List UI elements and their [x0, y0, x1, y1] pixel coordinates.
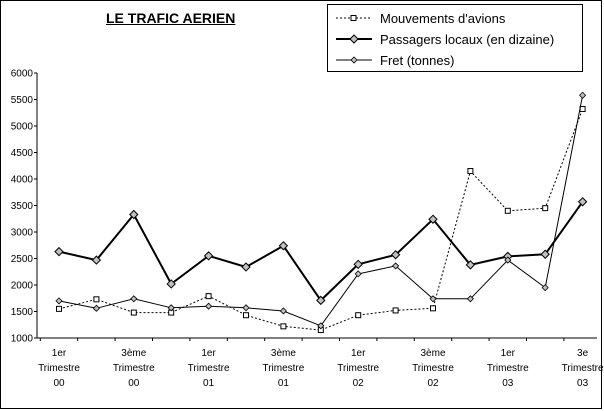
legend-label-fret: Fret (tonnes)	[380, 52, 455, 68]
y-tick-label: 2000	[10, 280, 33, 292]
y-tick-label: 5000	[10, 121, 33, 133]
x-tick-label	[487, 348, 529, 389]
x-tick-label-line: Trimestre	[412, 363, 454, 374]
x-tick-label-line: Trimestre	[38, 363, 80, 374]
y-tick-label: 3000	[10, 227, 33, 239]
point-mouvements-d-avions	[393, 308, 398, 313]
legend-item-fret	[334, 50, 454, 70]
legend	[327, 4, 583, 72]
point-mouvements-d-avions	[580, 107, 585, 112]
point-fret-tonnes	[280, 308, 286, 314]
legend-label-passagers: Passagers locaux (en dizaine)	[380, 31, 555, 47]
legend-label-mouvements: Mouvements d'avions	[380, 10, 506, 26]
x-tick-label-line: Trimestre	[337, 363, 380, 374]
legend-swatch-mouvements	[334, 12, 374, 24]
x-tick-label-line: 03	[577, 378, 589, 389]
x-tick-label	[38, 348, 80, 389]
point-mouvements-d-avions	[543, 206, 548, 211]
x-tick-label	[562, 348, 604, 389]
point-mouvements-d-avions	[431, 306, 436, 311]
axes	[11, 69, 604, 390]
point-mouvements-d-avions	[356, 313, 361, 318]
series-line-fret-tonnes	[59, 95, 583, 325]
point-mouvements-d-avions	[206, 294, 211, 299]
x-tick-label-line: 3ème	[420, 348, 446, 359]
point-fret-tonnes	[56, 298, 62, 304]
series-layer	[55, 92, 587, 332]
x-tick-label-line: 00	[53, 378, 65, 389]
x-tick-label-line: Trimestre	[561, 363, 604, 374]
x-tick-label-line: 01	[203, 378, 215, 389]
series-line-passagers-locaux-en-dizaine	[59, 202, 583, 301]
x-tick-label-line: 02	[427, 378, 439, 389]
point-passagers-locaux-en-dizaine	[55, 248, 63, 256]
x-tick-label	[337, 348, 379, 389]
y-tick-label: 4000	[10, 174, 33, 186]
x-tick-label-line: 3ème	[270, 348, 296, 359]
x-tick-label-line: 1er	[51, 348, 67, 359]
y-tick-label: 4500	[10, 148, 33, 159]
point-mouvements-d-avions	[505, 208, 510, 213]
y-tick-label: 5500	[10, 95, 33, 106]
point-fret-tonnes	[131, 296, 137, 302]
x-tick-label-line: 03	[502, 378, 514, 389]
x-tick-label	[188, 348, 230, 389]
x-tick-label	[262, 348, 304, 389]
legend-swatch-fret	[334, 54, 374, 66]
x-tick-label-line: 1er	[201, 348, 216, 359]
point-mouvements-d-avions	[281, 324, 286, 329]
x-tick-label-line: Trimestre	[187, 363, 230, 374]
point-mouvements-d-avions	[94, 297, 99, 302]
x-tick-label-line: Trimestre	[486, 363, 529, 374]
point-fret-tonnes	[243, 305, 249, 311]
x-tick-label-line: 01	[277, 378, 289, 389]
x-tick-label-line: Trimestre	[262, 363, 305, 374]
point-fret-tonnes	[580, 92, 586, 98]
y-tick-label: 2500	[10, 254, 33, 265]
y-tick-label: 1500	[10, 307, 33, 318]
y-tick-label: 1000	[10, 333, 33, 345]
point-mouvements-d-avions	[244, 313, 249, 318]
point-fret-tonnes	[93, 305, 99, 311]
legend-swatch-passagers	[334, 33, 374, 45]
x-tick-label-line: Trimestre	[112, 363, 155, 374]
y-tick-label: 3500	[10, 201, 33, 212]
y-tick-label: 6000	[10, 68, 33, 80]
legend-item-mouvements	[334, 8, 505, 28]
x-tick-label-line: 00	[128, 378, 140, 389]
x-tick-label-line: 3ème	[121, 348, 147, 359]
legend-item-passagers	[334, 29, 554, 49]
point-mouvements-d-avions	[57, 306, 62, 311]
point-fret-tonnes	[206, 303, 212, 309]
x-tick-label-line: 1er	[350, 348, 366, 359]
x-tick-label-line: 02	[352, 378, 364, 389]
x-tick-label	[412, 348, 454, 389]
point-mouvements-d-avions	[131, 310, 136, 315]
point-mouvements-d-avions	[468, 169, 473, 174]
chart-title: LE TRAFIC AERIEN	[106, 10, 236, 26]
x-tick-label-line: 3e	[577, 348, 589, 359]
x-tick-label-line: 1er	[500, 348, 516, 359]
point-passagers-locaux-en-dizaine	[242, 263, 250, 271]
x-tick-label	[113, 348, 155, 389]
